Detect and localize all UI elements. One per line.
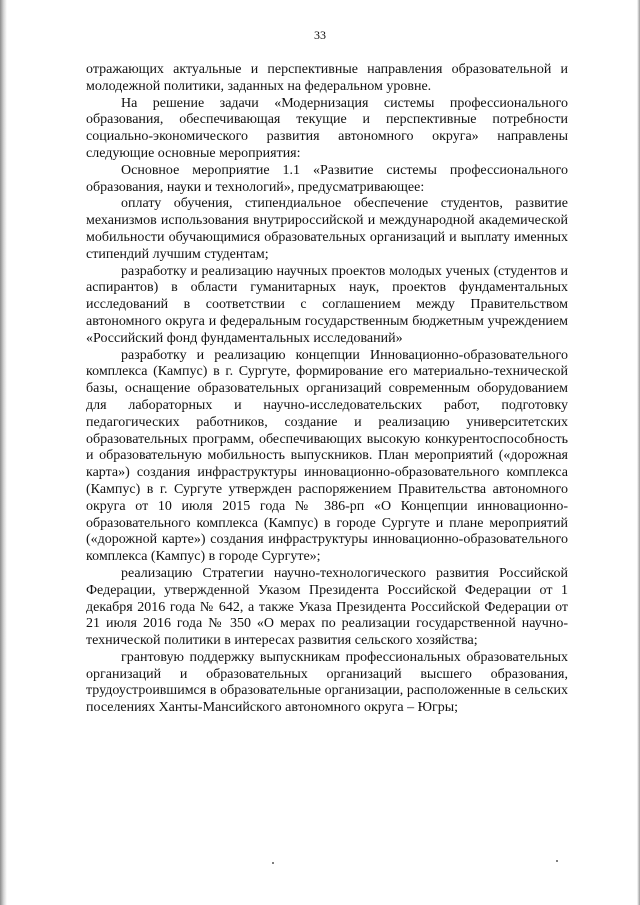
- paragraph-task-intro: На решение задачи «Модернизация системы профессионального образования, обеспечивающая текущие и перспективные потребности социально-экономического развития автономного округа» направлены следующие основные мероприятия:: [86, 95, 568, 161]
- paragraph-strategy: реализацию Стратегии научно-технологического развития Российской Федерации, утвержденной Указом Президента Российской Федерации от 1 декабря 2016 года № 642, а также Указа Президента Российской Федерации от 21 июля 2016 года № 350 «О мерах по реализации государственной научно-технической политики в интересах развития сельского хозяйства;: [86, 565, 568, 649]
- scan-speck: [556, 860, 558, 862]
- paragraph-tuition: оплату обучения, стипендиальное обеспечение студентов, развитие механизмов использования внутрироссийской и международной академической мобильности обучающимися образовательных организаций и выплату именных стипендий лучшим студентам;: [86, 196, 568, 262]
- paragraph-main-activity: Основное мероприятие 1.1 «Развитие системы профессионального образования, науки и технологий», предусматривающее:: [86, 162, 568, 195]
- paragraph-grant-support: грантовую поддержку выпускникам профессиональных образовательных организаций и образовательных организаций высшего образования, трудоустроившимся в образовательные организации, расположенные в сельских поселениях Ханты-Мансийского автономного округа – Югры;: [86, 649, 568, 716]
- paragraph-continuation: отражающих актуальные и перспективные направления образовательной и молодежной политики, заданных на федеральном уровне.: [86, 62, 568, 94]
- document-body: [86, 62, 568, 717]
- paragraph-young-scientists: разработку и реализацию научных проектов молодых ученых (студентов и аспирантов) в области гуманитарных наук, проектов фундаментальных исследований в соответствии с соглашением между Правительством автономного округа и федеральным государственным бюджетным учреждением «Российский фонд фундаментальных исследований»: [86, 263, 568, 346]
- paragraph-campus: разработку и реализацию концепции Инновационно-образовательного комплекса (Кампус) в г. Сургуте, формирование его материально-технической базы, оснащение образовательных организаций современным оборудованием для лабораторных и научно-исследовательских работ, подготовку педагогических работников, создание и реализацию университетских образовательных программ, обеспечивающих высокую конкурентоспособность и образовательную мобильность выпускников. План мероприятий («дорожная карта») создания инфраструктуры инновационно-образовательного комплекса (Кампус) в г. Сургуте утвержден распоряжением Правительства автономного округа от 10 июля 2015 года № 386-рп «О Концепции инновационно-образовательного комплекса (Кампус) в городе Сургуте и плане мероприятий («дорожной карте») создания инфраструктуры инновационно-образовательного комплекса (Кампус) в городе Сургуте»;: [86, 347, 568, 565]
- page-number: 33: [314, 28, 326, 42]
- scan-speck: [272, 862, 274, 864]
- scan-left-edge: [0, 0, 7, 905]
